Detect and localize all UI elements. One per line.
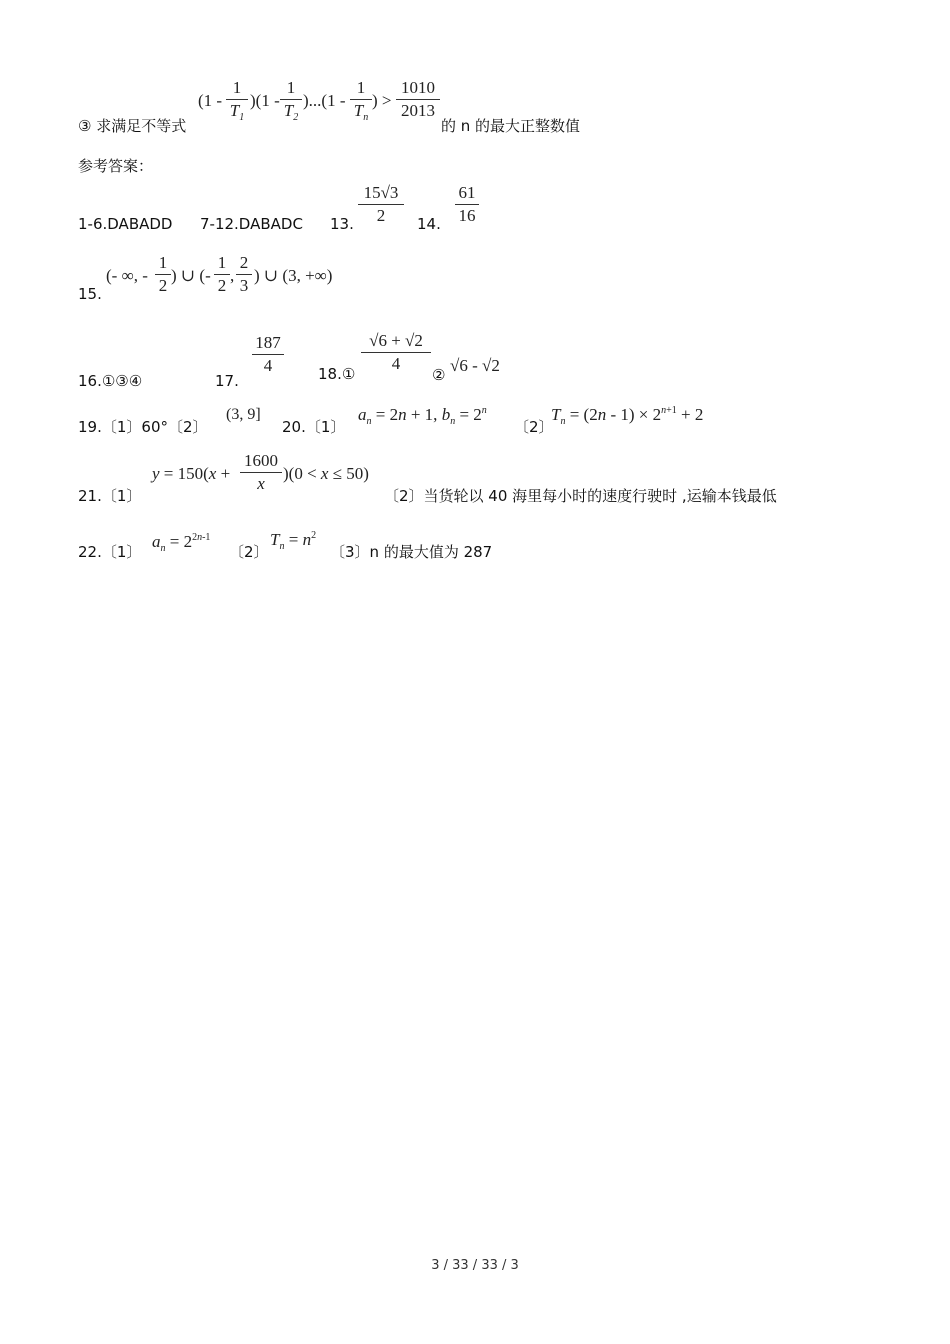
answer-7-12: 7-12.DABADC bbox=[200, 215, 303, 233]
inequality-paren-3: )...(1 - bbox=[303, 91, 346, 110]
answer-15-part-4: ) ∪ (3, +∞) bbox=[254, 266, 333, 285]
answer-21-fraction: 1600 x bbox=[240, 450, 282, 495]
answer-17-label: 17. bbox=[215, 372, 239, 390]
inequality-suffix: 的 n 的最大正整数值 bbox=[441, 117, 581, 135]
fraction-1-over-T2: 1 $T_2$ bbox=[280, 77, 302, 129]
answer-15-frac-1: 1 2 bbox=[155, 252, 171, 297]
answer-14-label: 14. bbox=[417, 215, 441, 233]
answer-14-fraction: 61 16 bbox=[455, 182, 479, 227]
inequality-greater: ) > bbox=[372, 91, 392, 110]
answer-15-frac-3: 2 3 bbox=[236, 252, 252, 297]
answer-20-label-2: 〔2〕 bbox=[514, 418, 554, 436]
answer-17-fraction: 187 4 bbox=[252, 332, 284, 377]
answer-22-part3: 〔3〕n 的最大值为 287 bbox=[330, 543, 493, 561]
answer-19-interval: (3, 9] bbox=[226, 406, 261, 423]
fraction-1010-over-2013: 1010 2013 bbox=[396, 77, 440, 122]
answer-13-label: 13. bbox=[330, 215, 354, 233]
page-number: 3 / 33 / 33 / 3 bbox=[431, 1258, 519, 1273]
answer-18-part2-expr: √6 - √2 bbox=[450, 356, 500, 375]
answer-20-label: 20.〔1〕 bbox=[282, 418, 346, 436]
answer-20-expr-2: $T_n = (2n - 1) \times 2^{n+1} + 2$ bbox=[551, 405, 704, 427]
answer-22-expr-1: $a_n = 2^{2n-1}$ bbox=[152, 532, 211, 554]
answers-title: 参考答案： bbox=[78, 157, 154, 175]
answer-20-expr-1: $a_n = 2n + 1$, $b_n = 2^n$ bbox=[358, 405, 487, 427]
answer-21-expr-left: y = 150(x + bbox=[152, 464, 231, 483]
answer-22-expr-2: $T_n = n^2$ bbox=[270, 530, 317, 552]
answer-15-part-1: (- ∞, - bbox=[106, 266, 148, 285]
answer-18-fraction: √6 + √2 4 bbox=[361, 330, 431, 375]
inequality-prompt: ③ 求满足不等式 bbox=[78, 117, 187, 135]
answer-19-label: 19.〔1〕60°〔2〕 bbox=[78, 418, 208, 436]
answer-18-label: 18.① bbox=[318, 365, 356, 383]
answer-15-part-2: ) ∪ (- bbox=[171, 266, 211, 285]
fraction-1-over-T1: 1 $T_1$ bbox=[226, 77, 248, 129]
fraction-1-over-Tn: 1 $T_n$ bbox=[350, 77, 372, 129]
answer-15-part-3: , bbox=[230, 266, 235, 285]
inequality-paren-1: (1 - bbox=[198, 91, 223, 110]
answer-21-part2: 〔2〕当货轮以 40 海里每小时的速度行驶时 ,运输本钱最低 bbox=[384, 487, 777, 505]
answer-15-label: 15. bbox=[78, 285, 102, 303]
answer-15-frac-2: 1 2 bbox=[214, 252, 230, 297]
answer-21-label: 21.〔1〕 bbox=[78, 487, 142, 505]
answer-18-part2-label: ② bbox=[432, 366, 446, 384]
answer-16: 16.①③④ bbox=[78, 372, 143, 390]
answer-1-6: 1-6.DABADD bbox=[78, 215, 173, 233]
answer-13-fraction: 15√3 2 bbox=[358, 182, 404, 227]
answer-22-label-2: 〔2〕 bbox=[229, 543, 269, 561]
inequality-paren-2: )(1 - bbox=[250, 91, 280, 110]
answer-21-expr-right: )(0 < x ≤ 50) bbox=[283, 464, 369, 483]
answer-22-label: 22.〔1〕 bbox=[78, 543, 142, 561]
